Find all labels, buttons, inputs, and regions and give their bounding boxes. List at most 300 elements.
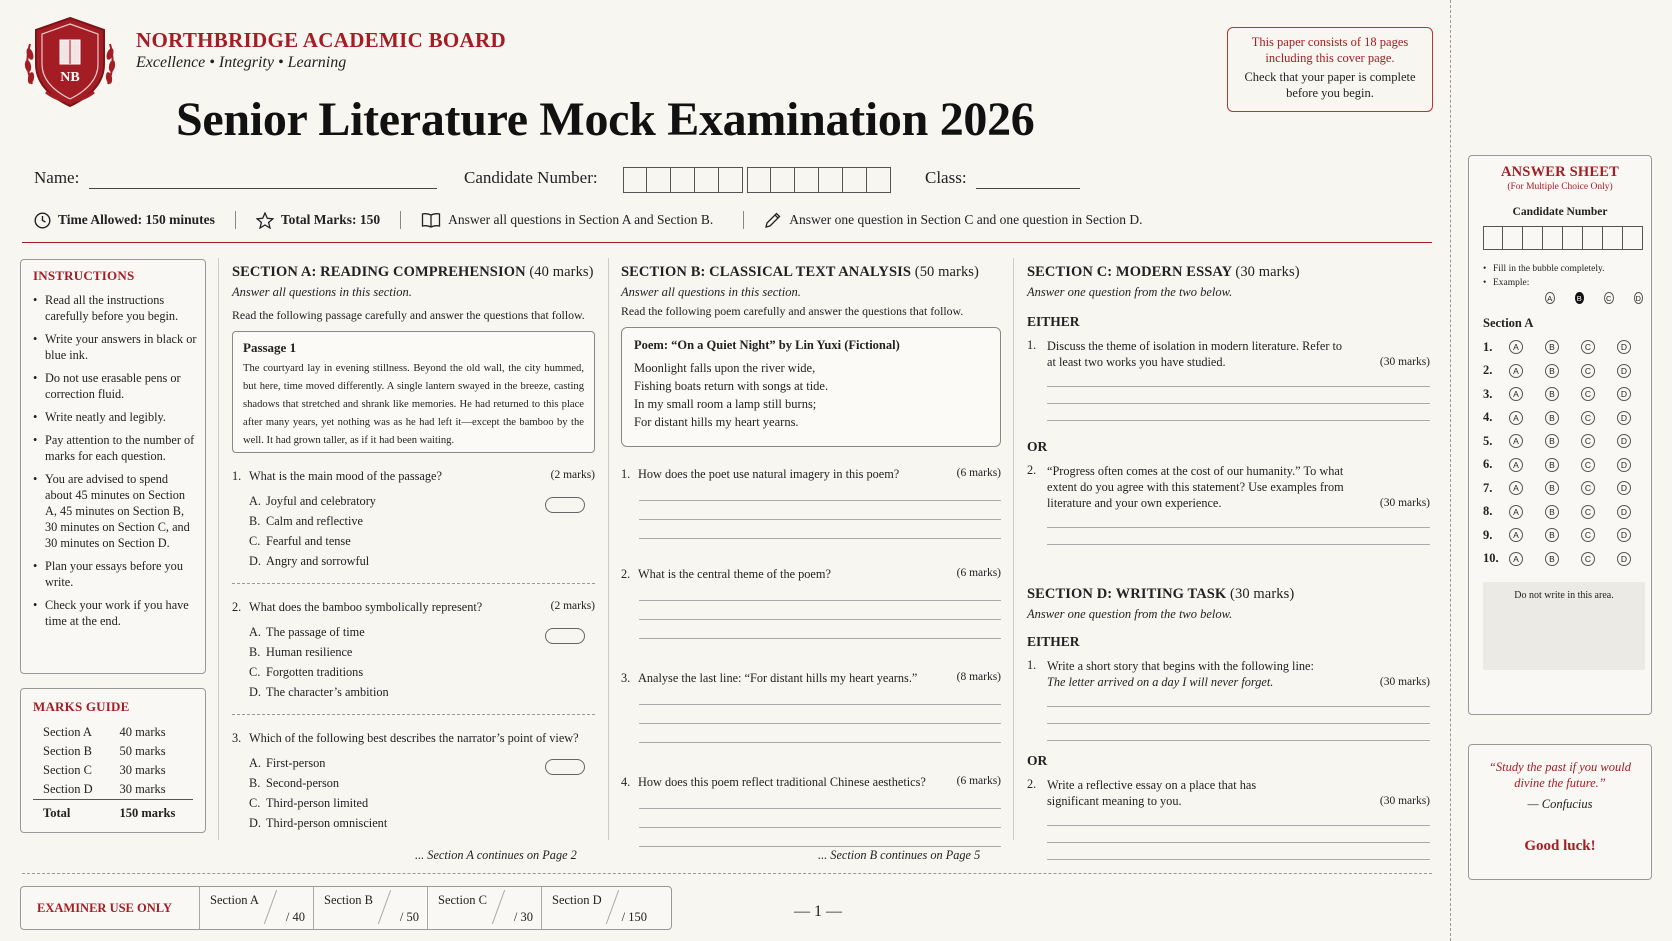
answer-bubble[interactable]: A [1509, 411, 1523, 425]
or-label: OR [1027, 753, 1048, 768]
section-a-title [232, 264, 595, 281]
instructions-box [20, 259, 206, 674]
answer-lines[interactable] [639, 482, 1001, 539]
answer-row [1483, 387, 1643, 402]
option-letter: B. [249, 776, 261, 790]
essay-question [1027, 658, 1430, 690]
answer-bubble[interactable]: B [1545, 481, 1559, 495]
answer-sheet [1468, 155, 1652, 715]
answer-sheet-candidate-boxes[interactable] [1483, 226, 1643, 250]
question-text: How does this poem reflect traditional Chinese aesthetics? [638, 775, 926, 789]
digit-box[interactable] [819, 167, 843, 193]
class-label: Class: [925, 168, 967, 187]
question-marks: (8 marks) [956, 671, 1001, 683]
answer-lines[interactable] [1047, 809, 1430, 860]
question-number: 3. [232, 731, 242, 745]
mcq-option [249, 685, 595, 700]
digit-box[interactable] [1603, 226, 1623, 250]
section-b [621, 264, 1001, 847]
answer-bubble[interactable]: C [1581, 505, 1595, 519]
section-marks: (30 marks) [1235, 264, 1300, 280]
question-marks: (30 marks) [1379, 795, 1430, 807]
total-marks: Total Marks: 150 [280, 212, 381, 227]
digit-box[interactable] [695, 167, 719, 193]
question-marks: (6 marks) [956, 467, 1001, 479]
option-text: Fearful and tense [266, 534, 351, 548]
answer-sheet-section-label: Section A [1483, 316, 1534, 330]
digit-box[interactable] [623, 167, 647, 193]
book-icon [421, 212, 441, 229]
section-a [232, 264, 595, 831]
example-bubbles [1545, 292, 1643, 304]
answer-bubble[interactable]: A [1509, 552, 1523, 566]
answer-bubble[interactable]: C [1581, 458, 1595, 472]
option-letter: B. [249, 514, 261, 528]
option-text: First-person [266, 756, 326, 770]
section-cell: Section B [43, 744, 92, 758]
column-divider [218, 258, 219, 840]
answer-sheet-subtitle: (For Multiple Choice Only) [1507, 182, 1613, 192]
section-marks: (50 marks) [914, 264, 979, 280]
mcq-option [249, 534, 595, 549]
mcq-option [249, 665, 595, 680]
quote-text: “Study the past if you would divine the future.” [1488, 760, 1631, 790]
either-label: EITHER [1027, 314, 1080, 329]
question-text: “Progress often comes at the cost of our humanity.” To what extent do you agree with this statement? Use examples from literature and your own experience. [1047, 464, 1344, 510]
answer-row-number: 4. [1483, 410, 1493, 424]
question-marks: (6 marks) [956, 567, 1001, 579]
candidate-number-label: Candidate Number: [464, 168, 598, 187]
answer-bubble[interactable]: C [1581, 387, 1595, 401]
instruction-item: • Write your answers in black or blue ink. [33, 331, 197, 363]
question-number: 2. [1027, 777, 1037, 791]
clock-icon [34, 212, 51, 229]
question-number: 2. [1027, 463, 1037, 477]
mcq-question [232, 731, 595, 831]
cell-max: / 150 [621, 910, 647, 924]
answer-bubble[interactable]: C [1581, 528, 1595, 542]
cell-max: / 40 [285, 910, 305, 924]
answer-bubble[interactable]: D [1617, 481, 1631, 495]
instruction-item: • Read all the instructions carefully before you begin. [33, 292, 197, 324]
option-letter: C. [249, 665, 261, 679]
or-label: OR [1027, 439, 1048, 454]
pencil-icon [764, 212, 782, 229]
option-letter: B. [249, 645, 261, 659]
examiner-score-cell[interactable] [313, 887, 427, 929]
answer-bubble[interactable]: B [1545, 434, 1559, 448]
examiner-score-cell[interactable] [427, 887, 541, 929]
answer-lines[interactable] [639, 686, 1001, 743]
example-bubble-filled: B [1575, 292, 1585, 304]
section-d-title [1027, 586, 1430, 603]
section-b-continues: ... Section B continues on Page 5 [818, 848, 981, 862]
instructions-list [33, 292, 197, 629]
section-title-text: SECTION B: CLASSICAL TEXT ANALYSIS [621, 264, 912, 280]
marks-guide-title: MARKS GUIDE [33, 699, 130, 714]
answer-bubble[interactable]: A [1509, 364, 1523, 378]
question-number: 3. [621, 671, 631, 685]
example-bubble: C [1604, 292, 1614, 304]
answer-bubble[interactable]: A [1509, 387, 1523, 401]
page-number: — 1 — [794, 903, 842, 920]
total-marks-cell: 150 marks [109, 800, 193, 824]
cell-name: Section C [438, 893, 487, 907]
good-luck-text: Good luck! [1524, 838, 1596, 854]
question-marks: (30 marks) [1379, 676, 1430, 688]
answer-sheet-tips [1483, 264, 1643, 288]
question-text: Write a short story that begins with the following line: [1047, 659, 1314, 673]
exam-title: Senior Literature Mock Examination 2026 [176, 93, 1035, 146]
answer-box[interactable] [545, 628, 585, 644]
board-crest-logo [22, 14, 118, 114]
example-bubble: D [1634, 292, 1644, 304]
digit-box[interactable] [747, 167, 771, 193]
answer-row-number: 9. [1483, 527, 1493, 542]
digit-box[interactable] [1563, 226, 1583, 250]
option-letter: A. [249, 494, 261, 508]
passage-text: The courtyard lay in evening stillness. Beyond the old wall, the city hummed, but here, time moved differently. A single lantern swayed in the breeze, casting shadows that stretched and shrank like memories. He had returned to this place after many years, yet nothing was as he had left it—except the bamboo by the well. It had grown taller, as if it had been waiting. [243, 363, 584, 446]
story-opening-line: The letter arrived on a day I will never forget. [1047, 675, 1274, 689]
answer-bubble[interactable]: C [1581, 481, 1595, 495]
option-text: The passage of time [266, 625, 365, 639]
answer-row-number: 8. [1483, 504, 1493, 518]
pages-notice-check: Check that your paper is complete before you begin. [1244, 70, 1416, 100]
answer-sheet-title: ANSWER SHEET [1500, 164, 1620, 180]
header-divider [22, 242, 1432, 243]
section-d-subtitle: Answer one question from the two below. [1027, 607, 1233, 621]
answer-lines[interactable] [639, 790, 1001, 847]
instruction-item: • You are advised to spend about 45 minutes on Section A, 45 minutes on Section B, 30 minutes on Section C, and 30 minutes on Section D. [33, 471, 197, 551]
digit-box[interactable] [719, 167, 743, 193]
answer-bubble[interactable]: A [1509, 458, 1523, 472]
section-a-subtitle: Answer all questions in this section. [232, 285, 412, 299]
answer-bubble[interactable]: A [1509, 481, 1523, 495]
cell-name: Section B [324, 893, 373, 907]
section-d [1027, 586, 1430, 860]
short-question [621, 467, 1001, 539]
question-number: 2. [232, 600, 242, 614]
question-text: Write a reflective essay on a place that has significant meaning to you. [1047, 778, 1257, 808]
answer-sheet-candidate-label: Candidate Number [1512, 206, 1608, 218]
answer-bubble[interactable]: A [1509, 340, 1523, 354]
cell-name: Section D [552, 893, 602, 907]
digit-box[interactable] [1623, 226, 1643, 250]
total-label: Total [33, 800, 109, 824]
answer-row [1483, 528, 1643, 543]
name-field[interactable] [89, 188, 437, 189]
instruction-ab: Answer all questions in Section A and Section B. [448, 212, 714, 227]
question-number: 1. [621, 467, 631, 481]
answer-bubble[interactable]: B [1545, 552, 1559, 566]
crest-initials: NB [60, 70, 80, 85]
option-text: Third-person limited [266, 796, 369, 810]
poem-line: Fishing boats return with songs at tide. [634, 379, 829, 393]
answer-bubble[interactable]: C [1581, 364, 1595, 378]
question-marks: (30 marks) [1379, 356, 1430, 368]
instruction-item: • Do not use erasable pens or correction fluid. [33, 370, 197, 402]
instruction-item: • Pay attention to the number of marks for each question. [33, 432, 197, 464]
marks-cell: 50 marks [119, 744, 166, 758]
answer-bubble[interactable]: A [1509, 528, 1523, 542]
mcq-option [249, 514, 595, 529]
passage-title: Passage 1 [243, 340, 297, 355]
digit-box[interactable] [867, 167, 891, 193]
passage-box [232, 331, 595, 453]
mcq-option [249, 756, 595, 771]
answer-row [1483, 340, 1643, 355]
answer-bubble[interactable]: D [1617, 505, 1631, 519]
answer-bubble[interactable]: B [1545, 364, 1559, 378]
answer-bubble[interactable]: C [1581, 411, 1595, 425]
question-text: What does the bamboo symbolically represent? [249, 600, 483, 614]
answer-lines[interactable] [1047, 690, 1430, 741]
section-cell: Section A [43, 725, 92, 739]
answer-row-number: 10. [1483, 551, 1499, 565]
mcq-option [249, 625, 595, 640]
answer-bubble[interactable]: D [1617, 387, 1631, 401]
answer-bubble[interactable]: D [1617, 434, 1631, 448]
marks-cell: 40 marks [119, 725, 166, 739]
digit-box[interactable] [1483, 226, 1503, 250]
question-divider [232, 583, 595, 584]
answer-bubble[interactable]: B [1545, 528, 1559, 542]
question-text: How does the poet use natural imagery in this poem? [638, 467, 900, 481]
mcq-question [232, 600, 595, 700]
footer-divider [22, 873, 1432, 874]
section-title-text: SECTION A: READING COMPREHENSION [232, 264, 526, 280]
do-not-write-area: Do not write in this area. [1483, 582, 1645, 670]
answer-lines[interactable] [1047, 511, 1430, 545]
question-number: 1. [1027, 658, 1037, 672]
pages-notice-count: This paper consists of 18 pages including this cover page. [1251, 35, 1409, 65]
digit-box[interactable] [1503, 226, 1523, 250]
column-divider [608, 258, 609, 840]
option-text: Human resilience [266, 645, 353, 659]
name-label: Name: [34, 168, 80, 187]
option-text: Forgotten traditions [266, 665, 364, 679]
digit-box[interactable] [843, 167, 867, 193]
option-letter: A. [249, 756, 261, 770]
question-marks: (30 marks) [1379, 497, 1430, 509]
answer-bubble[interactable]: B [1545, 411, 1559, 425]
option-letter: A. [249, 625, 261, 639]
either-label: EITHER [1027, 634, 1080, 649]
section-b-title [621, 264, 1001, 281]
short-question [621, 775, 1001, 847]
tip-item: • Fill in the bubble completely. [1483, 264, 1643, 274]
option-letter: D. [249, 816, 261, 830]
candidate-number-boxes[interactable] [623, 167, 891, 193]
question-number: 4. [621, 775, 631, 789]
question-number: 2. [621, 567, 631, 581]
class-field[interactable] [976, 188, 1080, 189]
answer-bubble[interactable]: D [1617, 528, 1631, 542]
answer-bubble[interactable]: A [1509, 505, 1523, 519]
instruction-item: • Plan your essays before you write. [33, 558, 197, 590]
digit-box[interactable] [671, 167, 695, 193]
essay-question [1027, 338, 1430, 370]
answer-box[interactable] [545, 759, 585, 775]
mcq-option [249, 816, 595, 831]
question-text: Analyse the last line: “For distant hills my heart yearns.” [638, 671, 918, 685]
answer-row [1483, 410, 1643, 425]
answer-row-number: 7. [1483, 480, 1493, 495]
answer-bubble[interactable]: B [1545, 505, 1559, 519]
option-letter: D. [249, 554, 261, 568]
short-question [621, 567, 1001, 639]
answer-row [1483, 434, 1643, 449]
answer-bubble[interactable]: C [1581, 340, 1595, 354]
poem-line: For distant hills my heart yearns. [634, 415, 799, 429]
table-row [33, 723, 193, 742]
instruction-cd: Answer one question in Section C and one question in Section D. [789, 212, 1143, 227]
star-icon [256, 212, 274, 229]
examiner-score-cell[interactable] [541, 887, 655, 929]
example-bubble: A [1545, 292, 1555, 304]
option-text: The character’s ambition [266, 685, 389, 699]
section-cell: Section D [43, 782, 93, 796]
answer-row-number: 5. [1483, 433, 1493, 448]
essay-question [1027, 463, 1430, 511]
section-marks: (40 marks) [529, 264, 594, 280]
answer-bubble[interactable]: B [1545, 387, 1559, 401]
mcq-option [249, 776, 595, 791]
question-text: What is the central theme of the poem? [638, 567, 831, 581]
mcq-option [249, 554, 595, 569]
examiner-use-table [20, 886, 672, 930]
question-text: Discuss the theme of isolation in modern literature. Refer to at least two works you have studied. [1047, 339, 1343, 369]
answer-row-number: 1. [1483, 339, 1493, 354]
marks-cell: 30 marks [119, 782, 166, 796]
question-marks: (6 marks) [956, 775, 1001, 787]
section-b-note: Read the following poem carefully and answer the questions that follow. [621, 304, 964, 318]
answer-bubble[interactable]: D [1617, 411, 1631, 425]
answer-row [1483, 481, 1643, 496]
exam-info-bar [34, 210, 1142, 230]
quote-box [1468, 744, 1652, 880]
digit-box[interactable] [1583, 226, 1603, 250]
marks-cell: 30 marks [119, 763, 166, 777]
option-letter: C. [249, 534, 261, 548]
digit-box[interactable] [771, 167, 795, 193]
poem-title: Poem: “On a Quiet Night” by Lin Yuxi (Fictional) [634, 338, 900, 352]
column-divider [1013, 258, 1014, 840]
section-c-subtitle: Answer one question from the two below. [1027, 285, 1233, 299]
option-text: Calm and reflective [266, 514, 363, 528]
instructions-title: INSTRUCTIONS [33, 268, 135, 283]
question-number: 1. [1027, 338, 1037, 352]
section-title-text: SECTION C: MODERN ESSAY [1027, 264, 1232, 280]
answer-row-number: 2. [1483, 363, 1493, 377]
cell-max: / 30 [513, 910, 533, 924]
question-number: 1. [232, 469, 242, 483]
essay-question [1027, 777, 1430, 809]
section-a-continues: ... Section A continues on Page 2 [415, 848, 577, 862]
answer-row [1483, 504, 1643, 519]
answer-box[interactable] [545, 497, 585, 513]
answer-bubble[interactable]: B [1545, 340, 1559, 354]
option-text: Angry and sorrowful [266, 554, 370, 568]
question-marks: (2 marks) [550, 469, 595, 481]
perforation-line [1450, 0, 1451, 941]
question-marks: (2 marks) [550, 600, 595, 612]
board-motto: Excellence • Integrity • Learning [136, 54, 347, 71]
question-text: What is the main mood of the passage? [249, 469, 442, 483]
answer-row [1483, 457, 1643, 472]
answer-bubble[interactable]: A [1509, 434, 1523, 448]
cell-name: Section A [210, 893, 259, 907]
option-letter: C. [249, 796, 261, 810]
section-cell: Section C [43, 763, 92, 777]
mcq-option [249, 494, 595, 509]
section-c [1027, 264, 1430, 545]
question-divider [232, 714, 595, 715]
option-text: Joyful and celebratory [266, 494, 376, 508]
total-row [33, 800, 193, 824]
section-title-text: SECTION D: WRITING TASK [1027, 586, 1227, 602]
poem-line: In my small room a lamp still burns; [634, 397, 817, 411]
section-a-note: Read the following passage carefully and answer the questions that follow. [232, 308, 585, 322]
instruction-item: • Check your work if you have time at the end. [33, 597, 197, 629]
digit-box[interactable] [1523, 226, 1543, 250]
time-allowed: Time Allowed: 150 minutes [58, 212, 215, 227]
option-text: Second-person [266, 776, 340, 790]
mcq-option [249, 645, 595, 660]
instruction-item: • Write neatly and legibly. [33, 409, 197, 425]
examiner-score-cell[interactable] [199, 887, 313, 929]
pages-notice-box [1227, 27, 1433, 112]
answer-rows [1477, 340, 1643, 567]
option-text: Third-person omniscient [266, 816, 388, 830]
answer-lines[interactable] [639, 582, 1001, 639]
answer-bubble[interactable]: B [1545, 458, 1559, 472]
table-row [33, 761, 193, 780]
marks-guide-table [33, 723, 193, 823]
answer-bubble[interactable]: C [1581, 434, 1595, 448]
answer-bubble[interactable]: D [1617, 340, 1631, 354]
digit-box[interactable] [647, 167, 671, 193]
section-marks: (30 marks) [1230, 586, 1295, 602]
marks-guide-box [20, 688, 206, 833]
examiner-use-label: EXAMINER USE ONLY [37, 900, 172, 915]
tip-item: • Example: [1483, 278, 1643, 288]
cell-max: / 50 [399, 910, 419, 924]
poem-box [621, 327, 1001, 447]
table-row [33, 742, 193, 761]
mcq-option [249, 796, 595, 811]
board-name: NORTHBRIDGE ACADEMIC BOARD [136, 28, 506, 52]
section-c-title [1027, 264, 1430, 281]
section-b-subtitle: Answer all questions in this section. [621, 285, 801, 299]
answer-bubble[interactable]: D [1617, 364, 1631, 378]
answer-lines[interactable] [1047, 370, 1430, 421]
answer-bubble[interactable]: D [1617, 552, 1631, 566]
short-question [621, 671, 1001, 743]
answer-row [1483, 363, 1643, 378]
answer-row [1483, 551, 1643, 566]
answer-bubble[interactable]: D [1617, 458, 1631, 472]
digit-box[interactable] [795, 167, 819, 193]
digit-box[interactable] [1543, 226, 1563, 250]
quote-author: — Confucius [1527, 797, 1593, 811]
table-row [33, 780, 193, 800]
answer-bubble[interactable]: C [1581, 552, 1595, 566]
answer-row-number: 3. [1483, 386, 1493, 401]
question-text: Which of the following best describes the narrator’s point of view? [249, 731, 579, 745]
answer-row-number: 6. [1483, 457, 1493, 471]
mcq-question [232, 469, 595, 569]
